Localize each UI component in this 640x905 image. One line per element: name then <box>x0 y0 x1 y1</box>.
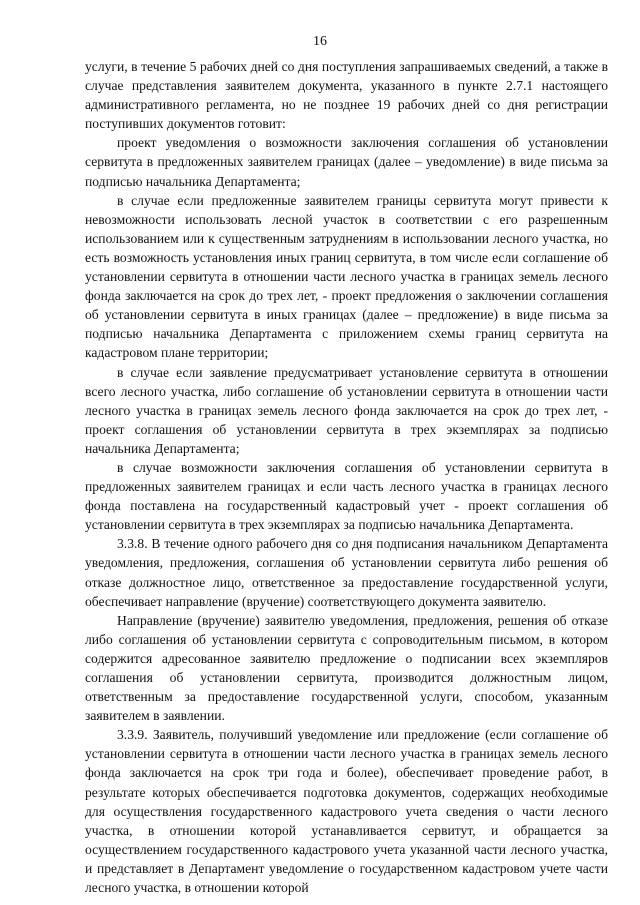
paragraph-continuation: услуги, в течение 5 рабочих дней со дня поступления запрашиваемых сведений, а также в случае представления заявителем документа, указанного в пункте 2.7.1 настоящего административного регламента, но не позднее 19 рабочих дней со дня регистрации поступивших документов готовит: <box>85 59 608 132</box>
paragraph-cadastral-agreement: в случае возможности заключения соглашения об установлении сервитута в предложенных заявителем границах и если часть лесного участка в границах лесного фонда поставлена на государственный кадастровый учет - проект соглашения об установлении сервитута в трех экземплярах за подписью начальника Департамента. <box>85 459 608 533</box>
paragraph-3-3-9: 3.3.9. Заявитель, получивший уведомление или предложение (если соглашение об установлении сервитута в отношении части лесного участка в границах земель лесного фонда заключается на срок три года и более), обеспечивает проведение работ, в результате которых обеспечивается подготовка документов, содержащих необходимые для осуществления государственного кадастрового учета сведения о части лесного участка, в отношении которой устанавливается сервитут, и обращается за осуществлением государственного кадастрового учета указанной части лесного участка, и представляет в Департамент уведомление о государственном кадастровом учете части лесного участка, в отношении которой <box>85 727 608 896</box>
paragraph-notification-draft: проект уведомления о возможности заключения соглашения об установлении сервитута в предложенных заявителем границах (далее – уведомление) в виде письма за подписью начальника Департамента; <box>85 135 608 189</box>
paragraph-proposal-draft: в случае если предложенные заявителем границы сервитута могут привести к невозможности использовать лесной участок в соответствии с его разрешенным использованием или к существенным затруднениям в использовании лесного участка, но есть возможность установления иных границ сервитута, в том числе если соглашение об установлении сервитута в отношении части лесного участка в границах земель лесного фонда заключается на срок до трех лет, - проект предложения о заключении соглашения об установлении сервитута в иных границах (далее – предложение) в виде письма за подписью начальника Департамента с приложением схемы границ сервитута на кадастровом плане территории; <box>85 192 608 361</box>
page-number: 16 <box>313 34 327 49</box>
document-body <box>85 57 608 897</box>
paragraph-3-3-8: 3.3.8. В течение одного рабочего дня со дня подписания начальником Департамента уведомления, предложения, соглашения об установлении сервитута либо решения об отказе должностное лицо, ответственное за предоставление государственной услуги, обеспечивает направление (вручение) соответствующего документа заявителю. <box>85 536 608 609</box>
paragraph-whole-plot-agreement: в случае если заявление предусматривает установление сервитута в отношении всего лесного участка, либо соглашение об установлении сервитута в отношении части лесного участка в границах земель лесного фонда заключается на срок до трех лет, - проект соглашения об установлении сервитута в трех экземплярах за подписью начальника Департамента; <box>85 364 608 456</box>
paragraph-delivery: Направление (вручение) заявителю уведомления, предложения, решения об отказе либо соглашения об установлении сервитута с сопроводительным письмом, в котором содержится адресованное заявителю предложение о подписании всех экземпляров соглашения об установлении сервитута, производится должностным лицом, ответственным за предоставление государственной услуги, способом, указанным заявителем в заявлении. <box>85 612 608 724</box>
